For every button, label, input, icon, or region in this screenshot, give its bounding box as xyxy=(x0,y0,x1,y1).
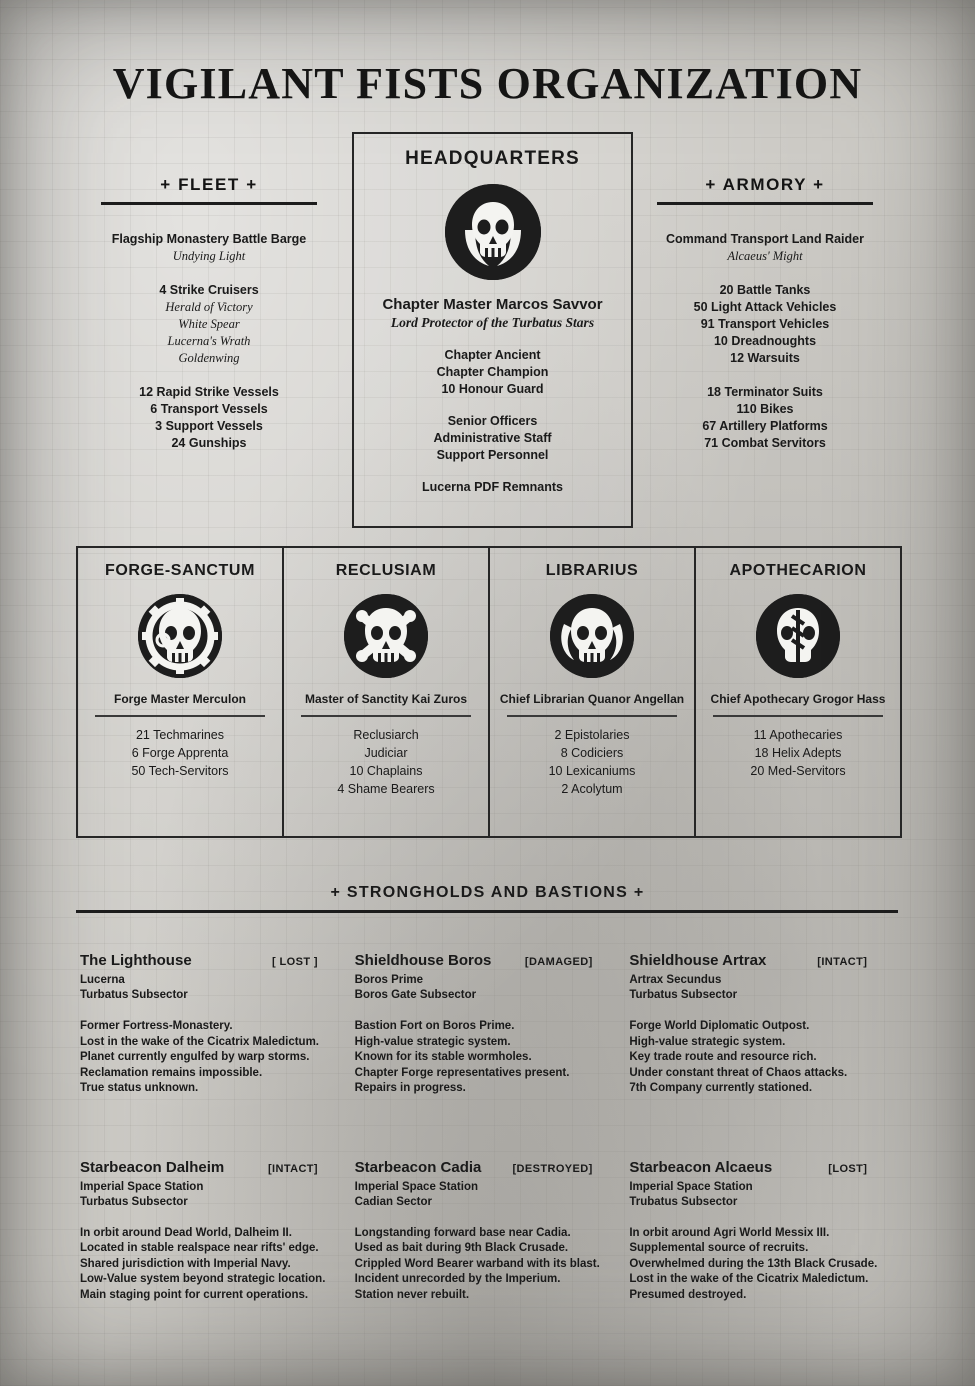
stronghold-description-line: Incident unrecorded by the Imperium. xyxy=(354,1273,561,1285)
department-leader: Chief Librarian Quanor Angellan xyxy=(499,692,685,706)
fleet-column xyxy=(84,176,334,469)
fleet-entry: Undying Light xyxy=(172,249,246,263)
department-entry: 10 Chaplains xyxy=(349,763,423,778)
fleet-body xyxy=(84,231,334,452)
armory-entry: 67 Artillery Platforms xyxy=(702,419,828,433)
department-roster xyxy=(78,726,282,780)
stronghold-name: Shieldhouse Artrax xyxy=(629,952,767,969)
stronghold-description-line: In orbit around Agri World Messix III. xyxy=(629,1226,830,1239)
stronghold-name: Shieldhouse Boros xyxy=(354,952,492,969)
stronghold-description-line: High-value strategic system. xyxy=(354,1035,511,1048)
department-entry: 20 Med-Servitors xyxy=(750,763,846,778)
stronghold-description xyxy=(629,1226,891,1304)
stronghold-location-line: Turbatus Subsector xyxy=(80,989,188,1001)
department-entry: 21 Techmarines xyxy=(135,727,224,742)
stronghold-description-line: High-value strategic system. xyxy=(629,1035,786,1048)
department-title: FORGE-SANCTUM xyxy=(104,562,255,579)
armory-entry: 20 Battle Tanks xyxy=(719,283,811,297)
stronghold-entry xyxy=(80,952,342,1097)
stronghold-location-line: Turbatus Subsector xyxy=(629,989,738,1001)
strongholds-rule xyxy=(76,910,898,913)
department-entry: Judiciar xyxy=(364,745,408,760)
chapter-master-title: Lord Protector of the Turbatus Stars xyxy=(390,315,595,330)
armory-entry: 10 Dreadnoughts xyxy=(713,334,817,348)
stronghold-description xyxy=(355,1226,617,1304)
stronghold-description-line: Presumed destroyed. xyxy=(629,1288,747,1301)
strongholds-grid xyxy=(80,952,896,1303)
departments-row xyxy=(76,546,902,838)
headquarters-heading: HEADQUARTERS xyxy=(405,148,580,169)
department-leader: Forge Master Merculon xyxy=(113,692,247,706)
stronghold-entry xyxy=(629,952,891,1097)
skull-crossbones-icon xyxy=(344,594,428,678)
department-entry: 2 Epistolaries xyxy=(554,727,630,742)
strongholds-heading: + STRONGHOLDS AND BASTIONS + xyxy=(330,884,645,901)
stronghold-description-line: Longstanding forward base near Cadia. xyxy=(354,1226,571,1239)
headquarters-entry: 10 Honour Guard xyxy=(441,382,544,396)
department-divider xyxy=(507,715,677,717)
stronghold-description-line: 7th Company currently stationed. xyxy=(629,1082,813,1094)
fleet-entry: Goldenwing xyxy=(178,351,240,365)
department-entry: 6 Forge Apprenta xyxy=(131,745,229,760)
department-roster xyxy=(284,726,488,798)
department-leader: Master of Sanctity Kai Zuros xyxy=(304,692,468,706)
armory-entry: 18 Terminator Suits xyxy=(707,385,823,399)
fleet-rule xyxy=(101,202,317,205)
fleet-entry: Flagship Monastery Battle Barge xyxy=(111,232,307,246)
armory-column xyxy=(640,176,890,469)
stronghold-description-line: Lost in the wake of the Cicatrix Maledictum. xyxy=(80,1035,319,1048)
department-apothecarion xyxy=(694,548,900,836)
department-librarius xyxy=(488,548,694,836)
fleet-group xyxy=(84,282,334,367)
cog-skull-icon xyxy=(138,594,222,678)
status-badge: [INTACT] xyxy=(817,956,868,968)
stronghold-location xyxy=(629,973,891,1003)
department-title: APOTHECARION xyxy=(729,562,867,579)
status-badge: [DESTROYED] xyxy=(512,1162,593,1175)
stronghold-location-line: Imperial Space Station xyxy=(629,1180,753,1193)
stronghold-description xyxy=(629,1019,891,1097)
stronghold-description-line: Station never rebuilt. xyxy=(354,1288,470,1301)
headquarters-entry: Support Personnel xyxy=(436,448,549,462)
stronghold-description-line: Forge World Diplomatic Outpost. xyxy=(629,1020,810,1032)
armory-entry: 71 Combat Servitors xyxy=(704,436,826,450)
armory-heading: + ARMORY + xyxy=(705,175,825,194)
stronghold-location-line: Cadian Sector xyxy=(354,1195,432,1208)
status-badge: [LOST] xyxy=(828,1162,868,1175)
armory-entry: Command Transport Land Raider xyxy=(666,232,864,246)
stronghold-title-row xyxy=(80,952,318,969)
stronghold-description-line: In orbit around Dead World, Dalheim II. xyxy=(80,1226,292,1239)
fleet-entry: 24 Gunships xyxy=(171,436,247,450)
stronghold-description xyxy=(355,1019,617,1097)
stronghold-description xyxy=(80,1019,342,1097)
headquarters-entry: Senior Officers xyxy=(447,414,538,428)
department-roster xyxy=(490,726,694,798)
department-entry: 8 Codiciers xyxy=(560,745,624,760)
department-forge-sanctum xyxy=(78,548,282,836)
headquarters-group xyxy=(354,347,631,398)
stronghold-location-line: Trubatus Subsector xyxy=(629,1195,738,1208)
stronghold-description-line: Overwhelmed during the 13th Black Crusade. xyxy=(629,1257,878,1270)
fleet-entry: 4 Strike Cruisers xyxy=(159,283,259,297)
department-entry: 4 Shame Bearers xyxy=(337,781,435,796)
headquarters-group xyxy=(354,413,631,464)
stronghold-name: Starbeacon Cadia xyxy=(354,1158,482,1176)
stronghold-description-line: Key trade route and resource rich. xyxy=(629,1051,817,1063)
fleet-entry: White Spear xyxy=(178,317,240,331)
department-entry: Reclusiarch xyxy=(353,727,419,742)
stronghold-description-line: Low-Value system beyond strategic location. xyxy=(80,1273,326,1285)
department-divider xyxy=(713,715,883,717)
headquarters-entry: Lucerna PDF Remnants xyxy=(421,480,563,494)
stronghold-title-row xyxy=(355,952,593,969)
headquarters-roster xyxy=(354,347,631,496)
stronghold-name: Starbeacon Dalheim xyxy=(80,1158,225,1176)
horned-skull-icon xyxy=(550,594,634,678)
stronghold-location xyxy=(355,1180,617,1210)
department-divider xyxy=(301,715,471,717)
stronghold-location xyxy=(80,1180,342,1210)
armory-group xyxy=(640,231,890,265)
fleet-entry: Lucerna's Wrath xyxy=(167,334,251,348)
stronghold-description-line: Under constant threat of Chaos attacks. xyxy=(629,1066,848,1079)
department-entry: 10 Lexicaniums xyxy=(548,763,636,778)
armory-group xyxy=(640,282,890,367)
department-title: RECLUSIAM xyxy=(335,562,437,579)
armory-body xyxy=(640,231,890,452)
stronghold-location-line: Boros Gate Subsector xyxy=(354,989,477,1001)
stronghold-location-line: Imperial Space Station xyxy=(80,1180,204,1193)
split-skull-helix-icon xyxy=(756,594,840,678)
fleet-group xyxy=(84,231,334,265)
page-title: VIGILANT FISTS ORGANIZATION xyxy=(112,59,863,108)
chapter-master-name: Chapter Master Marcos Savvor xyxy=(382,296,603,313)
stronghold-location-line: Turbatus Subsector xyxy=(80,1195,188,1208)
armory-entry: 110 Bikes xyxy=(736,402,794,416)
fleet-entry: 3 Support Vessels xyxy=(155,419,263,433)
status-badge: [INTACT] xyxy=(267,1162,318,1175)
stronghold-title-row xyxy=(629,1159,867,1176)
stronghold-title-row xyxy=(629,952,867,969)
stronghold-title-row xyxy=(355,1159,593,1176)
stronghold-entry xyxy=(355,1159,617,1304)
armory-group xyxy=(640,384,890,452)
stronghold-name: The Lighthouse xyxy=(80,952,192,969)
headquarters-panel xyxy=(352,132,633,528)
department-leader: Chief Apothecary Grogor Hass xyxy=(710,692,886,706)
department-entry: 18 Helix Adepts xyxy=(754,745,842,760)
skull-laurel-icon xyxy=(445,184,541,280)
stronghold-location-line: Lucerna xyxy=(80,974,125,986)
stronghold-location-line: Boros Prime xyxy=(354,974,424,986)
stronghold-title-row xyxy=(80,1159,318,1176)
department-entry: 50 Tech-Servitors xyxy=(131,763,229,778)
headquarters-group xyxy=(354,479,631,496)
fleet-entry: 12 Rapid Strike Vessels xyxy=(139,385,279,399)
armory-entry: 91 Transport Vehicles xyxy=(700,317,830,331)
armory-entry: 50 Light Attack Vehicles xyxy=(693,300,837,314)
headquarters-entry: Administrative Staff xyxy=(433,431,552,445)
stronghold-name: Starbeacon Alcaeus xyxy=(629,1158,773,1176)
stronghold-location-line: Imperial Space Station xyxy=(354,1180,479,1193)
stronghold-description-line: Used as bait during 9th Black Crusade. xyxy=(354,1242,569,1254)
fleet-entry: 6 Transport Vessels xyxy=(150,402,268,416)
department-entry: 11 Apothecaries xyxy=(753,727,843,742)
stronghold-description-line: Planet currently engulfed by warp storms. xyxy=(80,1051,310,1063)
stronghold-description-line: Supplemental source of recruits. xyxy=(629,1242,809,1254)
department-entry: 2 Acolytum xyxy=(561,781,623,796)
stronghold-description xyxy=(80,1226,342,1304)
stronghold-description-line: Crippled Word Bearer warband with its blast. xyxy=(354,1257,600,1270)
stronghold-description-line: Bastion Fort on Boros Prime. xyxy=(354,1020,515,1032)
stronghold-description-line: Repairs in progress. xyxy=(354,1082,466,1094)
stronghold-description-line: True status unknown. xyxy=(80,1082,199,1094)
stronghold-location xyxy=(80,973,342,1003)
armory-entry: Alcaeus' Might xyxy=(727,249,803,263)
stronghold-description-line: Reclamation remains impossible. xyxy=(80,1066,263,1079)
status-badge: [ LOST ] xyxy=(272,956,318,968)
armory-rule xyxy=(657,202,873,205)
department-roster xyxy=(696,726,900,780)
fleet-group xyxy=(84,384,334,452)
stronghold-description-line: Known for its stable wormholes. xyxy=(354,1051,532,1063)
stronghold-description-line: Lost in the wake of the Cicatrix Maledictum. xyxy=(629,1273,869,1285)
department-title: LIBRARIUS xyxy=(545,562,639,579)
stronghold-description-line: Located in stable realspace near rifts' edge. xyxy=(80,1242,319,1254)
headquarters-entry: Chapter Ancient xyxy=(444,348,541,362)
stronghold-location-line: Artrax Secundus xyxy=(629,974,722,986)
stronghold-description-line: Shared jurisdiction with Imperial Navy. xyxy=(80,1257,291,1270)
stronghold-description-line: Chapter Forge representatives present. xyxy=(354,1066,570,1079)
status-badge: [DAMAGED] xyxy=(524,956,593,968)
department-divider xyxy=(95,715,265,717)
fleet-heading: + FLEET + xyxy=(160,175,258,194)
department-reclusiam xyxy=(282,548,488,836)
headquarters-entry: Chapter Champion xyxy=(436,365,549,379)
stronghold-location xyxy=(629,1180,891,1210)
stronghold-description-line: Main staging point for current operations. xyxy=(80,1288,309,1301)
stronghold-location xyxy=(355,973,617,1003)
stronghold-entry xyxy=(80,1159,342,1304)
stronghold-description-line: Former Fortress-Monastery. xyxy=(80,1020,233,1032)
fleet-entry: Herald of Victory xyxy=(165,300,253,314)
armory-entry: 12 Warsuits xyxy=(730,351,800,365)
stronghold-entry xyxy=(629,1159,891,1304)
stronghold-entry xyxy=(355,952,617,1097)
